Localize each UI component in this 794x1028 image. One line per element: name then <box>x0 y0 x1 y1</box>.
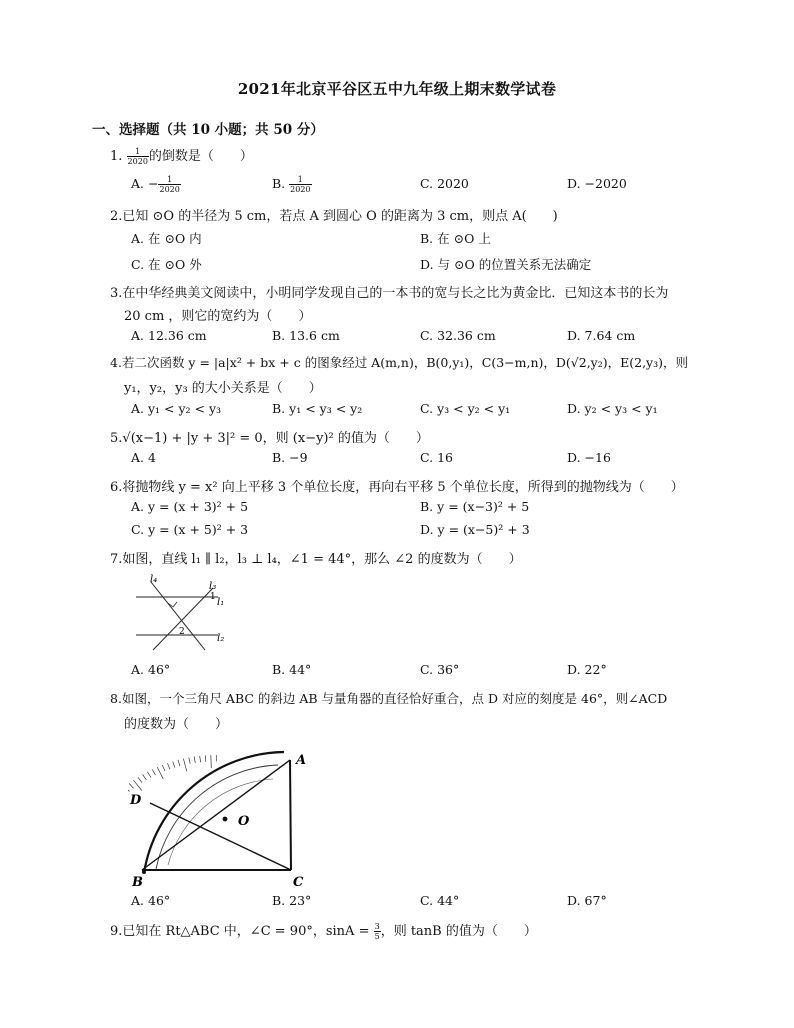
question-4-option-b <box>272 401 362 416</box>
question-6-option-a <box>131 499 248 514</box>
option-text: 与 ⊙O 的位置关系无法确定 <box>437 257 592 272</box>
option-text: 4 <box>148 450 156 465</box>
question-1-option-d <box>567 176 627 191</box>
question-number: 3. <box>110 286 123 301</box>
question-8-option-b <box>272 893 311 908</box>
option-label: C. <box>131 522 145 537</box>
fraction <box>127 147 149 166</box>
option-label: C. <box>420 450 434 465</box>
question-8-option-c <box>420 893 459 908</box>
option-text: 在 ⊙O 内 <box>148 231 202 246</box>
center-point-o <box>223 817 228 822</box>
question-7-stem <box>110 548 522 567</box>
question-5-option-a <box>131 450 156 465</box>
question-5-stem <box>110 427 429 446</box>
question-8-stem-line-1 <box>110 689 667 707</box>
fraction <box>158 175 180 194</box>
option-label: A. <box>131 176 145 191</box>
question-5-option-b <box>272 450 308 465</box>
protractor-tick <box>134 780 142 790</box>
segment-ac <box>290 760 291 870</box>
label-l1: l₁ <box>217 597 225 608</box>
option-text: 2020 <box>437 176 469 191</box>
protractor-tick <box>178 760 180 766</box>
question-number: 5. <box>110 431 123 446</box>
question-text: 已知 ⊙O 的半径为 5 cm，若点 A 到圆心 O 的距离为 3 cm，则点 A( ) <box>122 209 558 224</box>
question-text: 如图，直线 l₁ ∥ l₂，l₃ ⊥ l₄，∠1 = 44°，那么 ∠2 的度数为（ ） <box>122 552 522 567</box>
question-2-option-c <box>131 255 202 273</box>
question-3-stem-line-2: 20 cm ，则它的宽约为（ ） <box>124 309 312 324</box>
option-text: 16 <box>437 450 453 465</box>
option-text: y = (x−3)² + 5 <box>437 499 530 514</box>
question-number: 6. <box>110 480 123 495</box>
question-6-option-c <box>131 522 248 537</box>
question-4-option-a <box>131 401 221 416</box>
segment-dc <box>150 803 291 870</box>
option-text: 22° <box>584 662 607 677</box>
fraction-denominator: 2020 <box>290 185 311 194</box>
option-text: 46° <box>148 893 171 908</box>
fraction-numerator: 3 <box>374 922 380 931</box>
protractor-scale-arc <box>168 779 273 865</box>
option-text: 44° <box>437 893 460 908</box>
question-4-option-d <box>567 401 658 416</box>
protractor-tick <box>211 755 212 768</box>
protractor-ticks <box>128 755 216 868</box>
right-angle-marker <box>168 602 177 607</box>
question-1-option-a <box>131 175 181 194</box>
question-4-stem-line-2: y₁，y₂，y₃ 的大小关系是（ ） <box>124 381 322 396</box>
question-6-option-b <box>420 499 529 514</box>
option-text: 46° <box>148 662 171 677</box>
question-7-option-b <box>272 662 311 677</box>
question-3-stem-line-1 <box>110 282 668 301</box>
question-number: 7. <box>110 552 123 567</box>
question-5-option-d <box>567 450 611 465</box>
option-label: D. <box>420 257 434 272</box>
question-7-option-d <box>567 662 607 677</box>
option-text: y₂ < y₃ < y₁ <box>584 401 658 416</box>
protractor-tick <box>173 762 175 768</box>
question-1-option-b <box>272 175 312 194</box>
option-text: y₃ < y₂ < y₁ <box>437 401 511 416</box>
question-number: 4. <box>110 355 122 370</box>
fraction-denominator: 2020 <box>159 185 180 194</box>
question-6-option-d <box>420 522 530 537</box>
question-7-figure <box>128 570 238 658</box>
fraction <box>374 922 381 941</box>
question-text: 已知在 Rt△ABC 中，∠C = 90°，sinA = <box>122 924 374 939</box>
option-label: D. <box>567 662 581 677</box>
option-text: 32.36 cm <box>437 328 496 343</box>
question-5-option-c <box>420 450 453 465</box>
option-label: D. <box>567 176 581 191</box>
protractor-tick <box>194 757 195 763</box>
question-4-stem-line-1 <box>110 353 688 371</box>
protractor-tick <box>168 763 170 769</box>
question-number: 2. <box>110 209 123 224</box>
option-label: C. <box>420 328 434 343</box>
option-label: D. <box>420 522 434 537</box>
question-text: √(x−1) + |y + 3|² = 0，则 (x−y)² 的值为（ ） <box>122 431 429 446</box>
protractor-tick <box>157 767 163 779</box>
question-7-option-c <box>420 662 459 677</box>
question-text: ，则 tanB 的值为（ ） <box>380 924 537 939</box>
option-text: −2020 <box>584 176 627 191</box>
fraction <box>289 175 311 194</box>
option-label: A. <box>131 662 145 677</box>
question-text: 的倒数是（ ） <box>148 149 253 164</box>
segment-ab <box>142 760 290 870</box>
label-o: O <box>238 814 250 829</box>
protractor-tick <box>152 769 155 775</box>
question-1-option-c <box>420 176 469 191</box>
label-d: D <box>130 793 142 808</box>
label-l2: l₂ <box>217 633 225 644</box>
label-c: C <box>293 875 304 888</box>
question-4-option-c <box>420 401 510 416</box>
question-8-option-a <box>131 893 170 908</box>
option-text: −16 <box>584 450 611 465</box>
option-text: 在 ⊙O 外 <box>148 257 202 272</box>
protractor-tick <box>205 755 206 761</box>
option-label: D. <box>567 328 581 343</box>
question-text: 将抛物线 y = x² 向上平移 3 个单位长度，再向右平移 5 个单位长度，所得到的抛物线为（ ） <box>122 480 684 495</box>
question-1-stem <box>110 145 253 166</box>
option-sign: − <box>148 176 159 191</box>
option-text: y₁ < y₂ < y₃ <box>148 401 222 416</box>
option-text: 23° <box>289 893 312 908</box>
question-text: 在中华经典美文阅读中，小明同学发现自己的一本书的宽与长之比为黄金比．已知这本书的长为 <box>122 286 669 301</box>
question-text: 如图，一个三角尺 ABC 的斜边 AB 与量角器的直径恰好重合，点 D 对应的刻度是 46°，则∠ACD <box>121 691 668 706</box>
option-label: B. <box>272 662 286 677</box>
option-text: 在 ⊙O 上 <box>437 231 491 246</box>
question-2-option-d <box>420 255 591 273</box>
question-2-option-a <box>131 229 202 247</box>
option-label: B. <box>272 893 286 908</box>
option-text: 12.36 cm <box>148 328 207 343</box>
option-label: A. <box>131 450 145 465</box>
option-label: C. <box>131 257 145 272</box>
option-label: D. <box>567 893 581 908</box>
option-label: D. <box>567 401 581 416</box>
label-l4: l₄ <box>150 574 158 585</box>
label-b: B <box>132 875 143 888</box>
option-text: 67° <box>584 893 607 908</box>
question-number: 9. <box>110 924 123 939</box>
option-text: 7.64 cm <box>584 328 636 343</box>
option-label: B. <box>272 401 286 416</box>
option-label: A. <box>131 893 145 908</box>
option-text: 13.6 cm <box>289 328 340 343</box>
question-number: 1. <box>110 149 123 164</box>
question-2-option-b <box>420 229 491 247</box>
option-label: C. <box>420 662 434 677</box>
protractor-tick <box>162 765 165 771</box>
option-text: y = (x−5)² + 3 <box>437 522 530 537</box>
question-3-option-d <box>567 328 635 343</box>
question-3-option-a <box>131 328 207 343</box>
option-text: y₁ < y₃ < y₂ <box>289 401 363 416</box>
option-text: 44° <box>289 662 312 677</box>
option-label: C. <box>420 176 434 191</box>
question-2-stem <box>110 205 558 224</box>
question-9-stem <box>110 920 537 941</box>
point-b <box>142 870 146 874</box>
option-text: 36° <box>437 662 460 677</box>
page-title: 2021年北京平谷区五中九年级上期末数学试卷 <box>237 80 557 98</box>
option-label: A. <box>131 328 145 343</box>
question-text: 若二次函数 y = |a|x² + bx + c 的图象经过 A(m,n)，B(0,y₁)，C(3−m,n)，D(√2,y₂)，E(2,y₃)，则 <box>121 355 689 370</box>
protractor-tick <box>183 759 186 772</box>
question-8-option-d <box>567 893 607 908</box>
label-angle-2: 2 <box>179 627 185 637</box>
option-text: −9 <box>289 450 308 465</box>
question-6-stem <box>110 476 684 495</box>
fraction-numerator: 1 <box>127 147 149 157</box>
option-label: B. <box>420 499 434 514</box>
question-3-option-c <box>420 328 496 343</box>
option-label: A. <box>131 231 145 246</box>
label-angle-1: 1 <box>210 592 216 602</box>
question-3-option-b <box>272 328 340 343</box>
option-label: A. <box>131 401 145 416</box>
option-label: B. <box>272 450 286 465</box>
protractor-tick <box>129 783 133 788</box>
option-text: y = (x + 3)² + 5 <box>148 499 249 514</box>
protractor-tick <box>128 787 130 792</box>
fraction-denominator: 2020 <box>127 157 148 166</box>
question-number: 8. <box>110 691 122 706</box>
option-label: B. <box>272 176 286 191</box>
fraction-denominator: 5 <box>374 932 380 941</box>
question-8-stem-line-2: 的度数为（ ） <box>124 717 229 732</box>
option-label: B. <box>420 231 434 246</box>
line-l4 <box>151 582 205 650</box>
protractor-tick <box>143 775 147 780</box>
fraction-numerator: 1 <box>158 175 180 185</box>
label-a: A <box>296 753 307 768</box>
label-l3: l₃ <box>209 581 217 592</box>
question-7-option-a <box>131 662 170 677</box>
protractor-tick <box>200 756 201 762</box>
protractor-tick <box>189 758 190 764</box>
option-label: C. <box>420 401 434 416</box>
option-label: B. <box>272 328 286 343</box>
option-label: A. <box>131 499 145 514</box>
section-heading: 一、选择题（共 10 小题；共 50 分） <box>92 122 324 138</box>
option-label: D. <box>567 450 581 465</box>
option-text: y = (x + 5)² + 3 <box>148 522 249 537</box>
protractor-tick <box>147 772 151 778</box>
option-label: C. <box>420 893 434 908</box>
question-8-figure <box>128 738 318 888</box>
protractor-tick <box>138 777 142 782</box>
fraction-numerator: 1 <box>289 175 311 185</box>
